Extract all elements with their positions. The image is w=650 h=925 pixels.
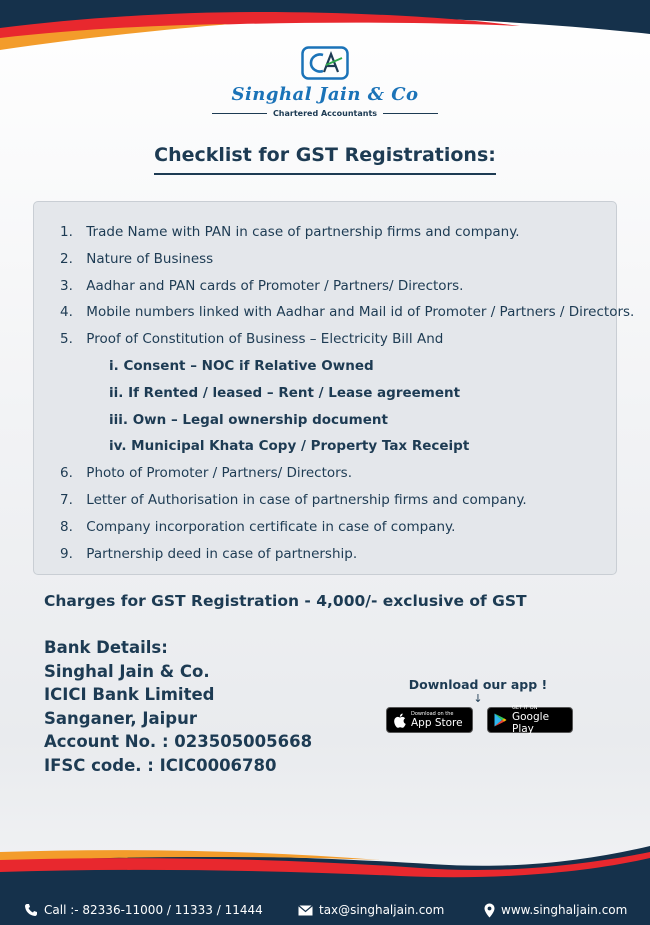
google-play-big-text: Google Play <box>512 711 550 735</box>
mail-icon <box>298 905 313 916</box>
app-download-section <box>386 677 576 733</box>
firm-subtitle: Chartered Accountants <box>272 109 378 118</box>
phone-icon <box>24 903 38 917</box>
checklist-item: 6. Photo of Promoter / Partners/ Directors. <box>60 465 352 482</box>
checklist-item: 5. Proof of Constitution of Business – Electricity Bill And <box>60 331 444 348</box>
firm-name: Singhal Jain & Co <box>231 84 419 105</box>
charges-text: Charges for GST Registration - 4,000/- exclusive of GST <box>44 592 527 610</box>
app-download-label: Download our app ! <box>408 677 548 692</box>
bank-name: ICICI Bank Limited <box>44 685 215 705</box>
checklist-item: 9. Partnership deed in case of partnership. <box>60 545 358 562</box>
subtitle-divider-right <box>383 113 438 114</box>
location-pin-icon <box>484 903 495 918</box>
bank-account-number: Account No. : 023505005668 <box>44 732 313 752</box>
google-play-badge[interactable] <box>487 707 573 733</box>
subtitle-divider-left <box>212 113 267 114</box>
bank-details <box>44 636 312 778</box>
checklist-item: 1. Trade Name with PAN in case of partnership firms and company. <box>60 224 520 240</box>
bank-ifsc-code: IFSC code. : ICIC0006780 <box>44 755 277 775</box>
checklist-sub-item: iv. Municipal Khata Copy / Property Tax Receipt <box>109 438 470 455</box>
page-title: Checklist for GST Registrations: <box>154 144 496 175</box>
checklist-sub-item: ii. If Rented / leased – Rent / Lease agreement <box>109 384 461 401</box>
footer-website-text[interactable]: www.singhaljain.com <box>501 903 628 917</box>
google-play-icon <box>494 713 507 727</box>
checklist-sub-item: iii. Own – Legal ownership document <box>109 411 388 428</box>
footer-email <box>298 895 444 925</box>
app-store-badge[interactable] <box>386 707 473 733</box>
footer-bar <box>0 895 650 925</box>
bank-details-title: Bank Details: <box>44 638 168 657</box>
checklist-item: 7. Letter of Authorisation in case of partnership firms and company. <box>60 491 527 508</box>
checklist-sub-item: i. Consent – NOC if Relative Owned <box>109 357 374 374</box>
footer-phone-text[interactable]: Call :- 82336-11000 / 11333 / 11444 <box>44 903 263 917</box>
checklist-box <box>33 201 635 575</box>
apple-icon <box>393 713 406 728</box>
app-store-big-text: App Store <box>411 717 463 729</box>
checklist-item: 4. Mobile numbers linked with Aadhar and Mail id of Promoter / Partners / Directors. <box>60 304 635 321</box>
bottom-swoosh-decoration <box>0 830 650 895</box>
footer-email-text[interactable]: tax@singhaljain.com <box>319 903 445 917</box>
brand-logo <box>0 46 650 118</box>
app-store-small-text: Download on the <box>411 711 454 717</box>
page-heading <box>0 144 650 175</box>
ca-logo-icon <box>301 46 349 80</box>
checklist-item: 2. Nature of Business <box>60 250 214 267</box>
footer-website <box>484 895 627 925</box>
checklist-item: 3. Aadhar and PAN cards of Promoter / Partners/ Directors. <box>60 277 464 294</box>
bank-account-name: Singhal Jain & Co. <box>44 661 210 681</box>
footer-phone <box>24 895 263 925</box>
google-play-small-text: GET IT ON <box>512 705 538 711</box>
arrow-down-icon: ↓ <box>473 692 483 705</box>
bank-branch: Sanganer, Jaipur <box>44 708 197 728</box>
checklist-item: 8. Company incorporation certificate in case of company. <box>60 518 456 535</box>
